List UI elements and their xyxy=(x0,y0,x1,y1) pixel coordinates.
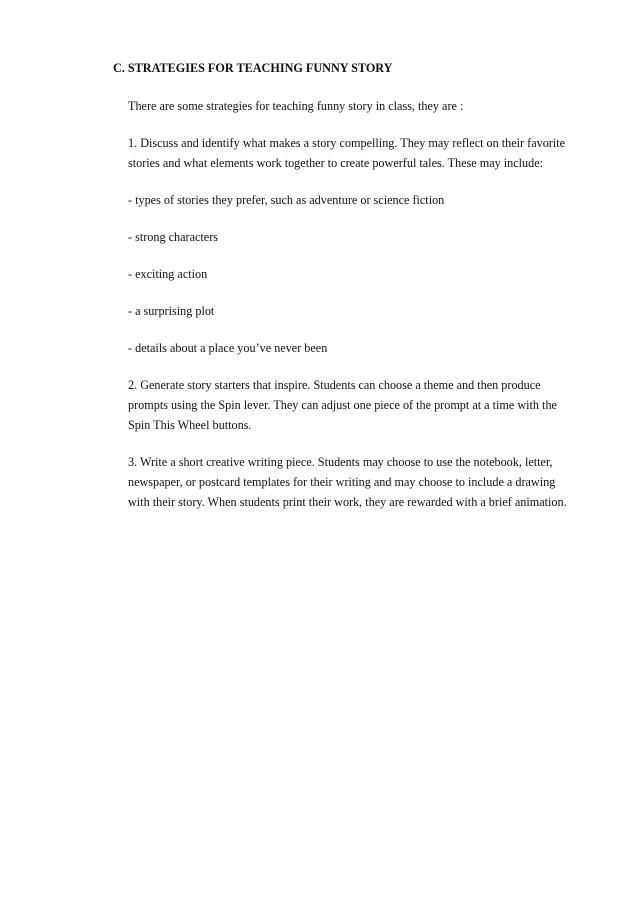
bullet-item: - details about a place you’ve never been xyxy=(128,341,328,355)
section-body xyxy=(128,96,578,529)
strategy-item-1: 1. Discuss and identify what makes a story compelling. They may reflect on their favorite stories and what elements work together to create powerful tales. These may include: xyxy=(128,136,566,170)
bullet-item: - strong characters xyxy=(128,230,219,244)
bullet-item: - types of stories they prefer, such as adventure or science fiction xyxy=(128,193,445,207)
intro-paragraph: There are some strategies for teaching funny story in class, they are : xyxy=(128,99,464,113)
strategy-item-2: 2. Generate story starters that inspire. Students can choose a theme and then produce prompts using the Spin lever. They can adjust one piece of the prompt at a time with the Spin This Wheel buttons. xyxy=(128,378,557,432)
strategy-item-3: 3. Write a short creative writing piece. Students may choose to use the notebook, letter, newspaper, or postcard templates for their writing and may choose to include a drawing with their story. When students print their work, they are rewarded with a brief animation. xyxy=(128,455,567,509)
section-heading: C. STRATEGIES FOR TEACHING FUNNY STORY xyxy=(113,61,393,75)
bullet-item: - exciting action xyxy=(128,267,208,281)
bullet-item: - a surprising plot xyxy=(128,304,215,318)
